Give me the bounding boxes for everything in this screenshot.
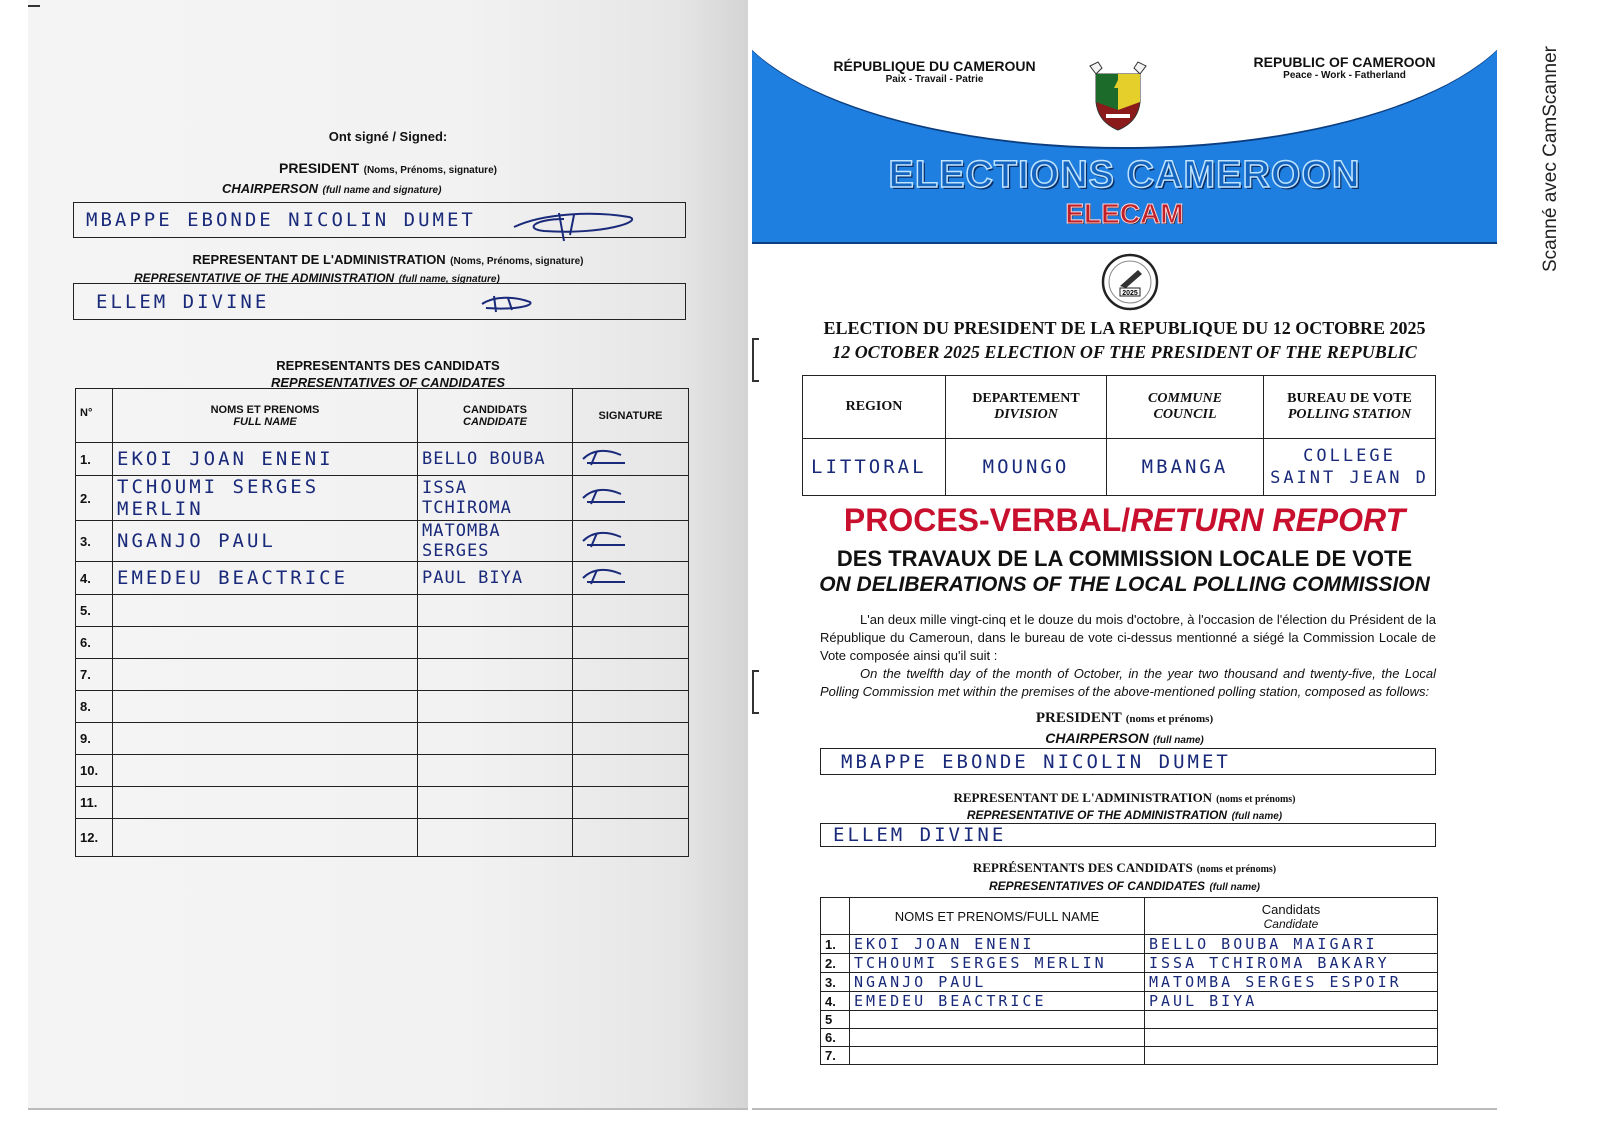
representative-name-cell[interactable] <box>850 1011 1145 1029</box>
col-candidate-en: CANDIDATE <box>463 415 527 428</box>
org-name: ELECTIONS CAMEROON <box>888 154 1361 196</box>
candidate-cell[interactable] <box>418 595 573 627</box>
row-number: 9. <box>76 723 113 755</box>
r-candidates-title <box>752 859 1497 877</box>
row-number: 2. <box>821 954 850 973</box>
col-division <box>946 376 1107 439</box>
candidate-cell[interactable]: BELLO BOUBA <box>418 443 573 476</box>
country-fr-block <box>802 58 1067 85</box>
table-row <box>76 595 689 627</box>
r-candidates-note: (noms et prénoms) <box>1196 864 1277 875</box>
representative-name-cell[interactable]: EKOI JOAN ENENI <box>850 935 1145 954</box>
report-title-en: RETURN REPORT <box>1130 502 1406 538</box>
candidate-cell[interactable]: MATOMBA SERGES ESPOIR <box>1145 973 1438 992</box>
row-number: 1. <box>76 443 113 476</box>
table-row <box>821 973 1438 992</box>
council-value[interactable]: MBANGA <box>1107 439 1264 496</box>
admin-name-field[interactable] <box>73 283 686 320</box>
col-candidate-fr: CANDIDATS <box>463 403 527 416</box>
scan-mark <box>28 5 40 7</box>
candidates-title: REPRESENTANTS DES CANDIDATS <box>276 358 500 373</box>
table-row <box>821 954 1438 973</box>
representative-name-cell[interactable]: EMEDEU BEACTRICE <box>113 562 418 595</box>
row-number: 5. <box>76 595 113 627</box>
candidate-cell[interactable] <box>1145 1011 1438 1029</box>
intro-paragraph-fr: L'an deux mille vingt-cinq et le douze du mois d'octobre, à l'occasion de l'élection du Président de la République du Cameroun, dans le bureau de vote ci-dessus mentionné a siégé la Commission Locale de Vote composée ainsi qu'il suit : <box>820 612 1436 663</box>
candidates-title-english: REPRESENTATIVES OF CANDIDATES <box>270 375 506 390</box>
elecam-banner <box>752 12 1497 244</box>
table-row <box>76 819 689 857</box>
signature-cell[interactable] <box>573 787 689 819</box>
row-number: 6. <box>76 627 113 659</box>
r-candidates-title-en-block <box>752 877 1497 895</box>
council-label-fr: COMMUNE <box>1148 391 1222 406</box>
r-col-candidate <box>1145 898 1438 935</box>
candidate-cell[interactable] <box>1145 1029 1438 1047</box>
representative-name-cell[interactable] <box>113 627 418 659</box>
candidate-cell[interactable] <box>418 819 573 857</box>
signature-cell[interactable] <box>573 755 689 787</box>
signature-cell[interactable] <box>573 819 689 857</box>
signature-icon <box>577 527 637 551</box>
col-council <box>1107 376 1264 439</box>
r-col-candidate-en: Candidate <box>1263 916 1319 931</box>
chairperson-label: CHAIRPERSON <box>222 181 319 196</box>
table-row <box>821 992 1438 1011</box>
division-value[interactable]: MOUNGO <box>946 439 1107 496</box>
table-row <box>821 1011 1438 1029</box>
admin-label: REPRESENTANT DE L'ADMINISTRATION <box>192 252 446 267</box>
signature-cell[interactable] <box>573 659 689 691</box>
r-president-note: (noms et prénoms) <box>1125 713 1214 725</box>
chairperson-note: (full name and signature) <box>322 185 442 196</box>
admin-note: (Noms, Prénoms, signature) <box>450 256 584 267</box>
representative-name-cell[interactable]: TCHOUMI SERGES MERLIN <box>113 476 418 521</box>
president-name-field[interactable] <box>73 202 686 238</box>
table-row <box>76 723 689 755</box>
motto-fr: Paix - Travail - Patrie <box>885 74 984 85</box>
representative-name-cell[interactable] <box>113 691 418 723</box>
candidate-cell[interactable]: MATOMBA SERGES <box>418 521 573 562</box>
candidate-cell[interactable] <box>418 723 573 755</box>
table-row <box>76 476 689 521</box>
row-number: 11. <box>76 787 113 819</box>
org-acronym: ELECAM <box>1065 198 1184 229</box>
r-admin-label-fr: REPRESENTANT DE L'ADMINISTRATION <box>953 790 1213 805</box>
row-number: 3. <box>821 973 850 992</box>
candidate-cell[interactable]: ISSA TCHIROMA BAKARY <box>1145 954 1438 973</box>
left-page <box>28 0 748 1110</box>
table-row <box>76 562 689 595</box>
council-label-en: COUNCIL <box>1153 407 1217 422</box>
elecam-seal-icon <box>1100 252 1160 312</box>
col-name-fr: NOMS ET PRENOMS <box>210 403 320 416</box>
row-number: 2. <box>76 476 113 521</box>
candidates-representatives-table <box>75 388 689 857</box>
signature-cell[interactable] <box>573 476 689 521</box>
report-title-fr: PROCES-VERBAL/ <box>843 502 1131 538</box>
r-candidates-note-en: (full name) <box>1209 882 1261 893</box>
admin-label-fr <box>28 251 748 269</box>
camscanner-watermark: Scanné avec CamScanner <box>1540 45 1561 272</box>
r-col-num <box>821 898 850 935</box>
row-number: 4. <box>821 992 850 1011</box>
row-number: 4. <box>76 562 113 595</box>
candidate-cell[interactable] <box>418 755 573 787</box>
candidate-cell[interactable] <box>418 787 573 819</box>
election-title-en: 12 OCTOBER 2025 ELECTION OF THE PRESIDENT OF THE REPUBLIC <box>832 342 1417 362</box>
admin-note-english: (full name, signature) <box>398 274 500 285</box>
subtitle-en: ON DELIBERATIONS OF THE LOCAL POLLING COMMISSION <box>819 573 1430 596</box>
signature-cell[interactable] <box>573 562 689 595</box>
signature-cell[interactable] <box>573 521 689 562</box>
president-signature-icon <box>504 205 644 245</box>
polling-station-label-fr: BUREAU DE VOTE <box>1287 391 1412 406</box>
row-number: 12. <box>76 819 113 857</box>
r-candidates-title-fr: REPRÉSENTANTS DES CANDIDATS <box>972 860 1193 875</box>
polling-station-value[interactable]: COLLEGE SAINT JEAN D <box>1264 439 1436 496</box>
representative-name-cell[interactable] <box>113 595 418 627</box>
col-region <box>803 376 946 439</box>
row-number: 7. <box>821 1047 850 1065</box>
signature-icon <box>577 445 637 469</box>
row-number: 10. <box>76 755 113 787</box>
representative-name-cell[interactable] <box>113 819 418 857</box>
r-chairperson-note: (full name) <box>1153 735 1204 746</box>
table-row <box>821 1029 1438 1047</box>
table-row <box>76 627 689 659</box>
representative-name-cell[interactable] <box>113 723 418 755</box>
candidate-cell[interactable]: BELLO BOUBA MAIGARI <box>1145 935 1438 954</box>
r-admin-name: ELLEM DIVINE <box>833 824 1007 846</box>
intro-paragraph-en: On the twelfth day of the month of October, in the year two thousand and twenty-five, the Local Polling Commission met within the premises of the above-mentioned polling station, composed as follows: <box>820 666 1436 699</box>
report-title <box>752 502 1497 539</box>
signed-heading <box>28 128 748 146</box>
table-row <box>76 691 689 723</box>
r-chairperson-label-en: CHAIRPERSON <box>1045 730 1149 746</box>
representative-name-cell[interactable]: NGANJO PAUL <box>113 521 418 562</box>
candidate-cell[interactable] <box>418 659 573 691</box>
r-admin-label-en: REPRESENTATIVE OF THE ADMINISTRATION <box>966 808 1228 822</box>
candidate-cell[interactable] <box>1145 1047 1438 1065</box>
row-number: 5 <box>821 1011 850 1029</box>
staple-mark <box>752 670 759 714</box>
election-title-fr: ELECTION DU PRESIDENT DE LA REPUBLIQUE DU 12 OCTOBRE 2025 <box>823 318 1426 338</box>
col-name-en: FULL NAME <box>233 415 297 428</box>
admin-label-english: REPRESENTATIVE OF THE ADMINISTRATION <box>134 271 395 285</box>
r-admin-label-en-block <box>752 806 1497 824</box>
r-candidates-title-en: REPRESENTATIVES OF CANDIDATES <box>988 879 1205 893</box>
country-en: REPUBLIC OF CAMEROON <box>1253 54 1436 70</box>
r-president-name: MBAPPE EBONDE NICOLIN DUMET <box>841 750 1231 773</box>
row-number: 7. <box>76 659 113 691</box>
division-label-en: DIVISION <box>994 407 1058 422</box>
representative-name-cell[interactable] <box>113 787 418 819</box>
division-label-fr: DEPARTEMENT <box>972 391 1080 406</box>
r-admin-label <box>752 789 1497 807</box>
signature-cell[interactable] <box>573 691 689 723</box>
table-row <box>76 521 689 562</box>
signed-heading-text: Ont signé / Signed: <box>328 129 448 144</box>
signature-cell[interactable] <box>573 595 689 627</box>
candidate-cell[interactable]: PAUL BIYA <box>1145 992 1438 1011</box>
col-num: N° <box>76 389 113 443</box>
table-row <box>821 1047 1438 1065</box>
col-candidate <box>418 389 573 443</box>
row-number: 8. <box>76 691 113 723</box>
region-value[interactable]: LITTORAL <box>803 439 946 496</box>
right-page <box>752 0 1497 1110</box>
representative-name-cell[interactable] <box>850 1029 1145 1047</box>
coat-of-arms-icon <box>1082 58 1154 134</box>
candidate-cell[interactable] <box>418 627 573 659</box>
president-label-fr <box>28 160 748 178</box>
candidate-cell[interactable] <box>418 691 573 723</box>
table-header-row <box>76 389 689 443</box>
col-polling-station <box>1264 376 1436 439</box>
r-col-candidate-fr: Candidats <box>1261 901 1321 917</box>
signature-icon <box>577 484 637 508</box>
representative-name-cell[interactable] <box>850 1047 1145 1065</box>
r-president-label-fr: PRESIDENT <box>1035 710 1122 726</box>
president-label: PRESIDENT <box>279 160 360 176</box>
representative-name-cell[interactable]: TCHOUMI SERGES MERLIN <box>850 954 1145 973</box>
svg-text:2025: 2025 <box>1122 290 1138 297</box>
r-admin-note-en: (full name) <box>1231 811 1283 822</box>
candidates-title-fr <box>28 357 748 375</box>
chairperson-label-en <box>222 180 441 198</box>
r-admin-note: (noms et prénoms) <box>1216 794 1296 805</box>
admin-name: ELLEM DIVINE <box>96 290 270 313</box>
signature-cell[interactable] <box>573 443 689 476</box>
table-row <box>76 755 689 787</box>
candidate-cell[interactable]: ISSA TCHIROMA <box>418 476 573 521</box>
subtitle-fr: DES TRAVAUX DE LA COMMISSION LOCALE DE VOTE <box>836 546 1413 571</box>
row-number: 6. <box>821 1029 850 1047</box>
r-president-name-field[interactable] <box>820 748 1436 775</box>
r-chairperson-label <box>752 730 1497 748</box>
col-full-name <box>113 389 418 443</box>
row-number: 1. <box>821 935 850 954</box>
r-candidates-table <box>820 897 1438 1065</box>
table-row <box>76 787 689 819</box>
region-label: REGION <box>845 399 903 414</box>
table-row <box>76 443 689 476</box>
candidate-cell[interactable]: PAUL BIYA <box>418 562 573 595</box>
country-fr: RÉPUBLIQUE DU CAMEROUN <box>833 58 1036 74</box>
r-col-name: NOMS ET PRENOMS/FULL NAME <box>850 898 1145 935</box>
location-values-row <box>803 439 1436 496</box>
col-signature: SIGNATURE <box>573 389 689 443</box>
polling-station-label-en: POLLING STATION <box>1287 407 1412 422</box>
motto-en: Peace - Work - Fatherland <box>1283 70 1406 81</box>
representative-name-cell[interactable]: EKOI JOAN ENENI <box>113 443 418 476</box>
location-table <box>802 375 1436 496</box>
signature-icon <box>577 564 637 588</box>
table-row <box>821 935 1438 954</box>
representative-name-cell[interactable] <box>113 755 418 787</box>
location-header-row <box>803 376 1436 439</box>
representative-name-cell[interactable]: NGANJO PAUL <box>850 973 1145 992</box>
r-table-header-row <box>821 898 1438 935</box>
row-number: 3. <box>76 521 113 562</box>
president-note: (Noms, Prénoms, signature) <box>363 165 497 176</box>
table-row <box>76 659 689 691</box>
admin-signature-icon <box>474 290 544 316</box>
r-admin-name-field[interactable] <box>820 823 1436 847</box>
representative-name-cell[interactable]: EMEDEU BEACTRICE <box>850 992 1145 1011</box>
president-name: MBAPPE EBONDE NICOLIN DUMET <box>86 209 476 231</box>
r-president-label <box>752 709 1497 727</box>
country-en-block <box>1242 54 1447 81</box>
staple-mark <box>752 338 759 382</box>
representative-name-cell[interactable] <box>113 659 418 691</box>
signature-cell[interactable] <box>573 627 689 659</box>
signature-cell[interactable] <box>573 723 689 755</box>
